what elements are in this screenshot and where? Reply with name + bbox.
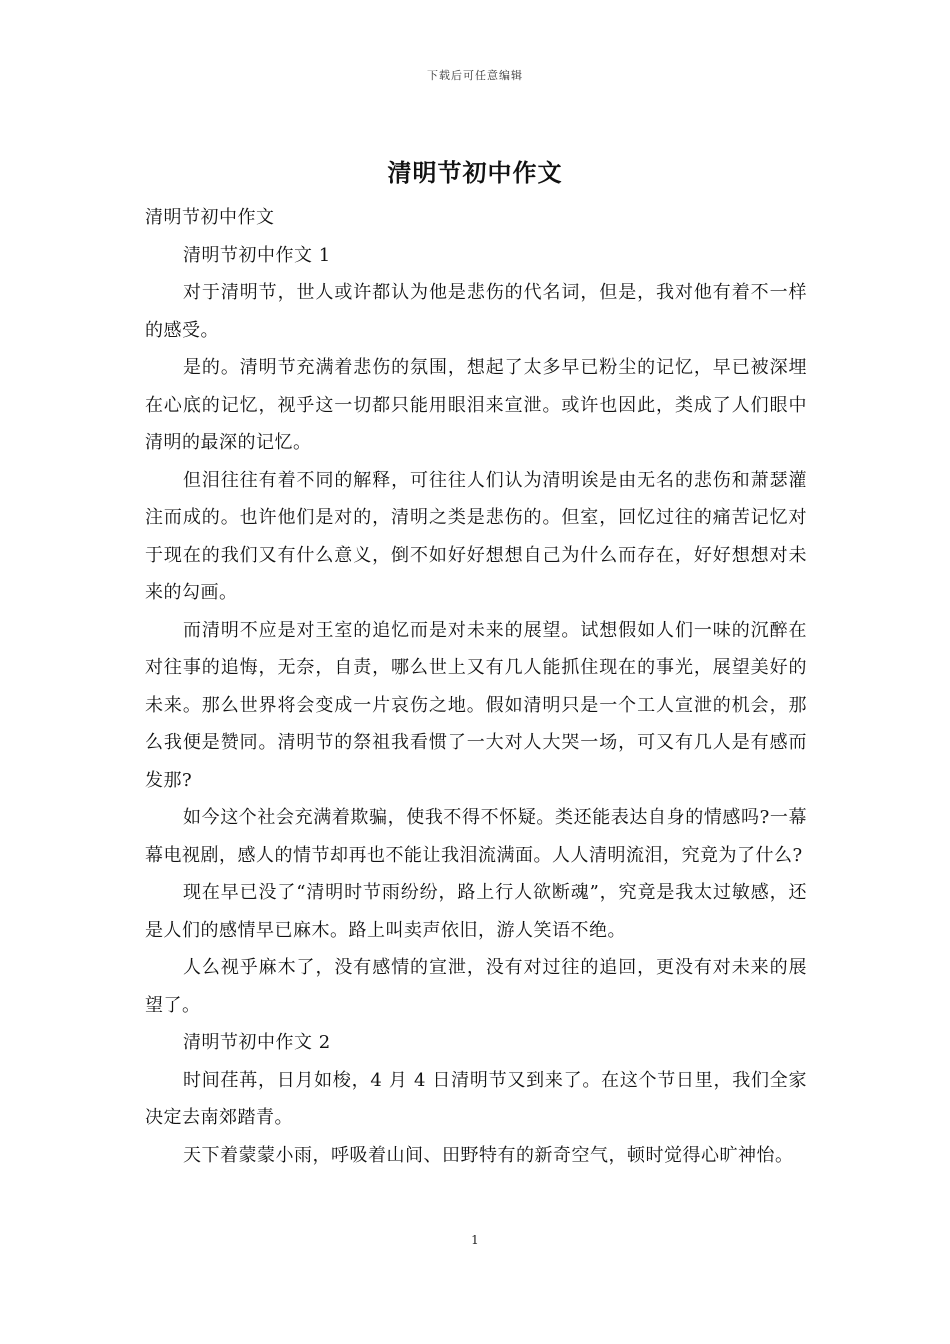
page-number: 1 — [471, 1233, 479, 1247]
body-paragraph: 人么视乎麻木了，没有感情的宣泄，没有对过往的追回，更没有对未来的展望了。 — [145, 957, 807, 1016]
section-heading-1: 清明节初中作文 1 — [183, 244, 331, 266]
body-paragraph: 现在早已没了“清明时节雨纷纷，路上行人欲断魂”，究竟是我太过敏感，还是人们的感情早已麻木。路上叫卖声依旧，游人笑语不绝。 — [145, 882, 807, 941]
section-heading-2: 清明节初中作文 2 — [183, 1032, 331, 1053]
body-paragraph: 对于清明节，世人或许都认为他是悲伤的代名词，但是，我对他有着不一样的感受。 — [145, 282, 807, 341]
body-paragraph: 时间荏苒，日月如梭，4 月 4 日清明节又到来了。在这个节日里，我们全家决定去南郊踏青。 — [145, 1069, 807, 1128]
body-paragraph: 是的。清明节充满着悲伤的氛围，想起了太多早已粉尘的记忆，早已被深埋在心底的记忆，视乎这一切都只能用眼泪来宣泄。或许也因此，类成了人们眼中清明的最深的记忆。 — [145, 357, 807, 453]
document-body — [145, 199, 807, 1174]
body-paragraph: 如今这个社会充满着欺骗，使我不得不怀疑。类还能表达自身的情感吗?一幕幕电视剧，感人的情节却再也不能让我泪流满面。人人清明流泪，究竟为了什么? — [145, 807, 807, 866]
body-paragraph: 而清明不应是对王室的追忆而是对未来的展望。试想假如人们一味的沉醉在对往事的追悔，无奈，自责，哪么世上又有几人能抓住现在的事光，展望美好的未来。那么世界将会变成一片哀伤之地。假如清明只是一个工人宣泄的机会，那么我便是赞同。清明节的祭祖我看惯了一大对人大哭一场，可又有几人是有感而发那? — [145, 619, 807, 791]
body-paragraph: 天下着蒙蒙小雨，呼吸着山间、田野特有的新奇空气，顿时觉得心旷神怡。 — [183, 1144, 794, 1166]
body-paragraph: 但泪往往有着不同的解释，可往往人们认为清明诶是由无名的悲伤和萧瑟灌注而成的。也许他们是对的，清明之类是悲伤的。但室，回忆过往的痛苦记忆对于现在的我们又有什么意义，倒不如好好想想自己为什么而存在，好好想想对未来的勾画。 — [145, 469, 807, 603]
document-title: 清明节初中作文 — [387, 158, 563, 187]
page-header-note: 下载后可任意编辑 — [427, 69, 523, 82]
subtitle-paragraph: 清明节初中作文 — [145, 207, 275, 228]
